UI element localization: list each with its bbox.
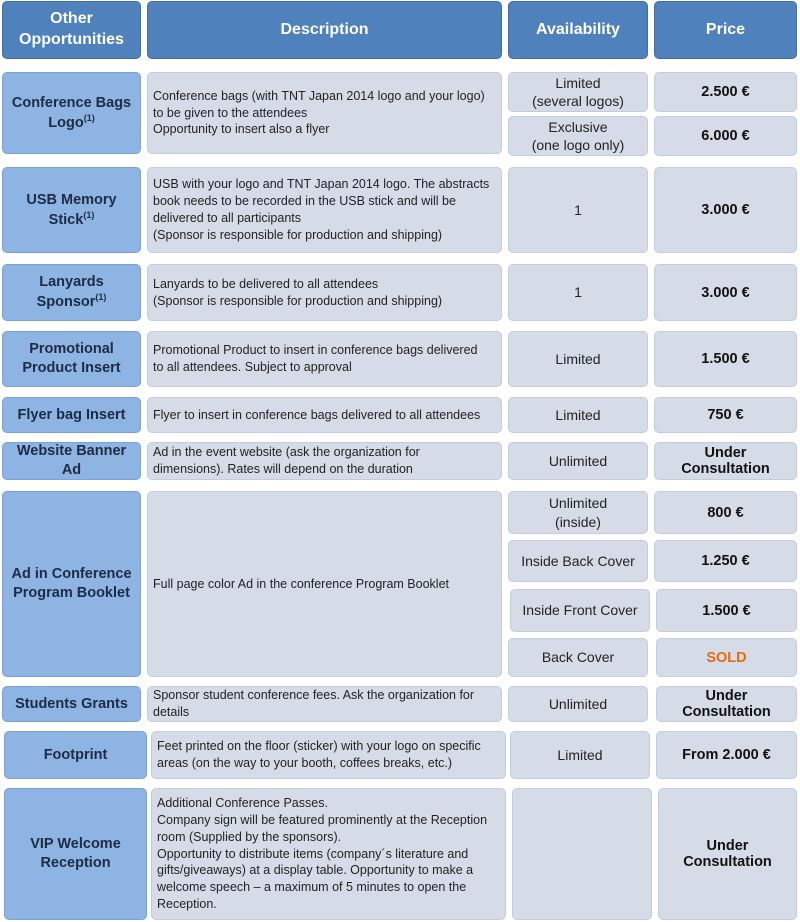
- price-bags-exclusive: 6.000 €: [654, 116, 797, 156]
- row-name-usb: USB Memory Stick$^{(1)}$: [2, 167, 141, 253]
- price-vip: Under Consultation: [658, 788, 797, 920]
- row-desc-promo: Promotional Product to insert in conference bags delivered to all attendees. Subject to approval: [147, 331, 502, 387]
- price-lanyards: 3.000 €: [654, 264, 797, 321]
- avail-bags-exclusive: Exclusive (one logo only): [508, 116, 648, 156]
- row-name-website: Website Banner Ad: [2, 442, 141, 480]
- row-desc-website: Ad in the event website (ask the organization for dimensions). Rates will depend on the duration: [147, 442, 502, 480]
- header-availability: Availability: [508, 1, 648, 59]
- row-desc-vip: Additional Conference Passes. Company sign will be featured prominently at the Reception room (Supplied by the sponsors). Opportunity to distribute items (company´s literature and gifts/giveaways) at a display table. Opportunity to make a welcome speech – a maximum of 5 minutes to open the Reception.: [151, 788, 506, 920]
- row-desc-usb: USB with your logo and TNT Japan 2014 logo. The abstracts book needs to be recorded in the USB stick and will be delivered to all participants (Sponsor is responsible for production and shipping): [147, 167, 502, 253]
- price-flyer: 750 €: [654, 397, 797, 433]
- row-desc-lanyards: Lanyards to be delivered to all attendees (Sponsor is responsible for production and shipping): [147, 264, 502, 321]
- avail-flyer: Limited: [508, 397, 648, 433]
- avail-website: Unlimited: [508, 442, 648, 480]
- row-name-promo: Promotional Product Insert: [2, 331, 141, 387]
- price-footprint: From 2.000 €: [656, 731, 797, 779]
- row-desc-footprint: Feet printed on the floor (sticker) with your logo on specific areas (on the way to your booth, coffees breaks, etc.): [151, 731, 506, 779]
- avail-booklet-back-cover: Back Cover: [508, 638, 648, 677]
- row-name-flyer: Flyer bag Insert: [2, 397, 141, 433]
- avail-lanyards: 1: [508, 264, 648, 321]
- price-booklet-inside: 800 €: [654, 491, 797, 534]
- row-name-grants: Students Grants: [2, 686, 141, 722]
- header-price: Price: [654, 1, 797, 59]
- row-name-booklet: Ad in Conference Program Booklet: [2, 491, 141, 677]
- header-description: Description: [147, 1, 502, 59]
- avail-bags-limited: Limited (several logos): [508, 72, 648, 112]
- price-usb: 3.000 €: [654, 167, 797, 253]
- avail-usb: 1: [508, 167, 648, 253]
- avail-grants: Unlimited: [508, 686, 648, 722]
- avail-vip: [512, 788, 652, 920]
- price-booklet-back-cover-sold: SOLD: [656, 638, 797, 677]
- price-website: Under Consultation: [654, 442, 797, 480]
- row-desc-flyer: Flyer to insert in conference bags delivered to all attendees: [147, 397, 502, 433]
- avail-footprint: Limited: [510, 731, 650, 779]
- avail-booklet-inside: Unlimited (inside): [508, 491, 648, 534]
- price-bags-limited: 2.500 €: [654, 72, 797, 112]
- avail-booklet-inside-front: Inside Front Cover: [510, 589, 650, 632]
- row-desc-conference-bags: Conference bags (with TNT Japan 2014 logo and your logo) to be given to the attendees Opportunity to insert also a flyer: [147, 72, 502, 154]
- header-other-opportunities: Other Opportunities: [2, 1, 141, 59]
- row-name-lanyards: Lanyards Sponsor$^{(1)}$: [2, 264, 141, 321]
- avail-promo: Limited: [508, 331, 648, 387]
- row-name-vip: VIP Welcome Reception: [4, 788, 147, 920]
- price-grants: Under Consultation: [656, 686, 797, 722]
- row-name-conference-bags: Conference Bags Logo$^{(1)}$: [2, 72, 141, 154]
- avail-booklet-inside-back: Inside Back Cover: [508, 540, 648, 582]
- price-promo: 1.500 €: [654, 331, 797, 387]
- row-desc-grants: Sponsor student conference fees. Ask the organization for details: [147, 686, 502, 722]
- price-booklet-inside-back: 1.250 €: [654, 540, 797, 582]
- row-name-footprint: Footprint: [4, 731, 147, 779]
- price-booklet-inside-front: 1.500 €: [656, 589, 797, 632]
- row-desc-booklet: Full page color Ad in the conference Program Booklet: [147, 491, 502, 677]
